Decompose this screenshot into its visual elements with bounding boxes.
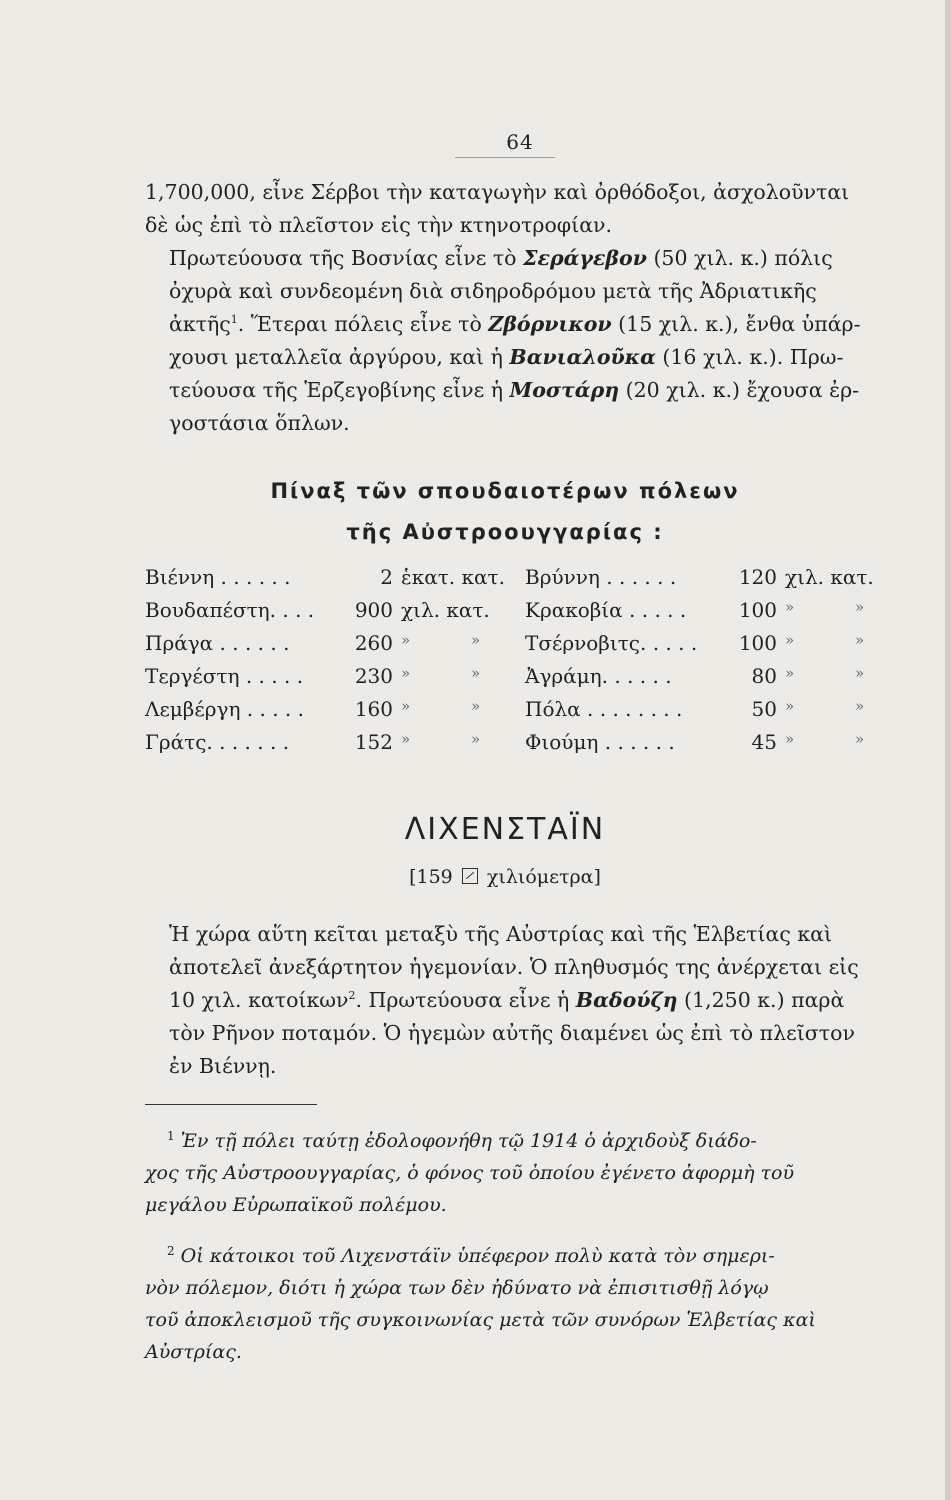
footnote-ref-2: 2 (348, 989, 356, 1003)
population-unit: χιλ. κατ. (785, 565, 874, 589)
footnote-mark: 2 (167, 1243, 175, 1258)
population-unit: ἑκατ. κατ. (401, 565, 505, 589)
area-value: [159 (409, 866, 453, 888)
paragraph-1 (145, 176, 865, 242)
ditto-mark: » » (401, 631, 509, 649)
paragraph-2-line-3 (145, 308, 865, 341)
footnote-1 (145, 1125, 865, 1221)
city-population: 100 (738, 598, 777, 622)
paragraph-1-line-2: δὲ ὡς ἐπὶ τὸ πλεῖστον εἰς τὴν κτηνοτροφίαν. (145, 213, 613, 237)
table-title-line-1: Πίναξ τῶν σπουδαιοτέρων πόλεων (270, 479, 740, 503)
table-row (145, 565, 885, 598)
paragraph-1-line-1: 1,700,000, εἶνε Σέρβοι τὴν καταγωγὴν καὶ ὀρθόδοξοι, ἀσχολοῦνται (145, 180, 850, 204)
paragraph-3-line-5: ἐν Βιέννῃ. (169, 1054, 277, 1078)
table-row (145, 631, 893, 664)
footnote-1-line-3: μεγάλου Εὐρωπαϊκοῦ πολέμου. (145, 1194, 447, 1216)
table-title-line-2: τῆς Αὐστροουγγαρίας : (346, 520, 664, 544)
city-mostar: Μοστάρη (509, 378, 620, 402)
page-number: 64 (506, 130, 534, 154)
text-span: Οἱ κάτοικοι τοῦ Λιχενστάϊν ὑπέφερον πολὺ κατὰ τὸν σημερι- (180, 1245, 775, 1267)
city-name: Τεργέστη . . . . . (145, 664, 304, 688)
city-population: 80 (751, 664, 777, 688)
city-population: 260 (354, 631, 393, 655)
paragraph-3-line-1: Ἡ χώρα αὕτη κεῖται μεταξὺ τῆς Αὐστρίας καὶ τῆς Ἑλβετίας καὶ (169, 922, 833, 946)
table-row (145, 664, 893, 697)
text-span: 10 χιλ. κατοίκων (169, 988, 349, 1012)
table-row (145, 697, 893, 730)
paragraph-2 (145, 242, 865, 440)
city-name: Τσέρνοβιτς. . . . . (525, 631, 698, 655)
footnote-mark: 1 (167, 1128, 175, 1143)
paragraph-3-line-2: ἀποτελεῖ ἀνεξάρτητον ἡγεμονίαν. Ὁ πληθυσμός της ἀνέρχεται εἰς (169, 955, 859, 979)
footnote-1-line-1 (145, 1125, 865, 1157)
square-area-icon (462, 868, 478, 884)
city-vaduz: Βαδούζη (575, 988, 678, 1012)
footnote-1-line-2: χος τῆς Αὐστροουγγαρίας, ὁ φόνος τοῦ ὁποίου ἐγένετο ἀφορμὴ τοῦ (145, 1162, 795, 1184)
city-name: Λεμβέργη . . . . . (145, 697, 304, 721)
city-name: Ἀγράμη. . . . . . (525, 664, 672, 688)
text-span: (1,250 κ.) παρὰ (677, 988, 845, 1012)
cities-table (145, 565, 893, 763)
ditto-mark: » » (785, 664, 893, 682)
footnote-2-line-4: Αὐστρίας. (145, 1341, 242, 1363)
paragraph-3-line-4: τὸν Ρῆνον ποταμόν. Ὁ ἡγεμὼν αὐτῆς διαμένει ὡς ἐπὶ τὸ πλεῖστον (169, 1021, 855, 1045)
city-sarajevo: Σεράγεβον (523, 246, 647, 270)
table-row (145, 730, 893, 763)
paragraph-2-line-1 (145, 242, 865, 275)
population-unit: χιλ. κατ. (401, 598, 490, 622)
footnote-2-line-3: τοῦ ἀποκλεισμοῦ τῆς συγκοινωνίας μετὰ τῶν συνόρων Ἑλβετίας καὶ (145, 1309, 816, 1331)
footnote-rule (145, 1104, 317, 1105)
text-span: Ἐν τῇ πόλει ταύτῃ ἐδολοφονήθη τῷ 1914 ὁ ἀρχιδοὺξ διάδο- (180, 1130, 757, 1152)
text-span: (20 χιλ. κ.) ἔχουσα ἐρ- (619, 378, 860, 402)
text-span: . Πρωτεύουσα εἶνε ἡ (355, 988, 576, 1012)
area-unit: χιλιόμετρα] (486, 866, 601, 888)
table-row (145, 598, 893, 631)
city-population: 900 (354, 598, 393, 622)
ditto-mark: » » (401, 697, 509, 715)
footnote-2 (145, 1240, 865, 1368)
page-number-rule (455, 157, 555, 158)
section-subheading (145, 866, 865, 888)
paragraph-2-line-2: ὀχυρὰ καὶ συνδεομένη διὰ σιδηροδρόμου μετὰ τῆς Ἀδριατικῆς (169, 279, 817, 303)
paragraph-2-line-6: γοστάσια ὅπλων. (169, 411, 350, 435)
city-name: Φιούμη . . . . . . (525, 730, 675, 754)
city-zvornik: Ζβόρνικον (488, 312, 612, 336)
paragraph-3-line-3 (145, 984, 865, 1017)
ditto-mark: » » (785, 697, 893, 715)
text-span: (16 χιλ. κ.). Πρω- (655, 345, 844, 369)
city-population: 230 (354, 664, 393, 688)
footnote-2-line-1 (145, 1240, 865, 1272)
city-name: Πράγα . . . . . . (145, 631, 290, 655)
text-span: (50 χιλ. κ.) πόλις (646, 246, 833, 270)
city-population: 160 (354, 697, 393, 721)
paragraph-2-line-5 (145, 374, 865, 407)
city-population: 45 (751, 730, 777, 754)
city-name: Γράτς. . . . . . . (145, 730, 290, 754)
city-population: 120 (738, 565, 777, 589)
ditto-mark: » » (785, 730, 893, 748)
footnote-2-line-2: νὸν πόλεμον, διότι ἡ χώρα των δὲν ἠδύνατο νὰ ἐπισιτισθῇ λόγῳ (145, 1277, 769, 1299)
text-span: (15 χιλ. κ.), ἔνθα ὑπάρ- (611, 312, 861, 336)
page-edge (945, 0, 951, 1500)
text-span: τεύουσα τῆς Ἑρζεγοβίνης εἶνε ἡ (169, 378, 510, 402)
paragraph-2-line-4 (145, 341, 865, 374)
city-population: 50 (751, 697, 777, 721)
city-population: 152 (354, 730, 393, 754)
city-name: Κρακοβία . . . . . (525, 598, 687, 622)
city-population: 100 (738, 631, 777, 655)
city-name: Πόλα . . . . . . . . (525, 697, 683, 721)
footnote-ref-1: 1 (230, 313, 238, 327)
paragraph-3 (145, 918, 865, 1083)
text-span: ἀκτῆς (169, 312, 231, 336)
text-span: χουσι μεταλλεῖα ἀργύρου, καὶ ἡ (169, 345, 510, 369)
city-name: Βρύννη . . . . . . (525, 565, 677, 589)
ditto-mark: » » (401, 730, 509, 748)
ditto-mark: » » (401, 664, 509, 682)
text-span: . Ἕτεραι πόλεις εἶνε τὸ (237, 312, 489, 336)
city-name: Βουδαπέστη. . . . (145, 598, 315, 622)
ditto-mark: » » (785, 631, 893, 649)
city-population: 2 (380, 565, 393, 589)
section-heading: ΛΙΧΕΝΣΤΑΪΝ (404, 812, 606, 847)
city-name: Βιέννη . . . . . . (145, 565, 291, 589)
text-span: Πρωτεύουσα τῆς Βοσνίας εἶνε τὸ (169, 246, 524, 270)
city-banja-luka: Βανιαλοῦκα (509, 345, 656, 369)
ditto-mark: » » (785, 598, 893, 616)
